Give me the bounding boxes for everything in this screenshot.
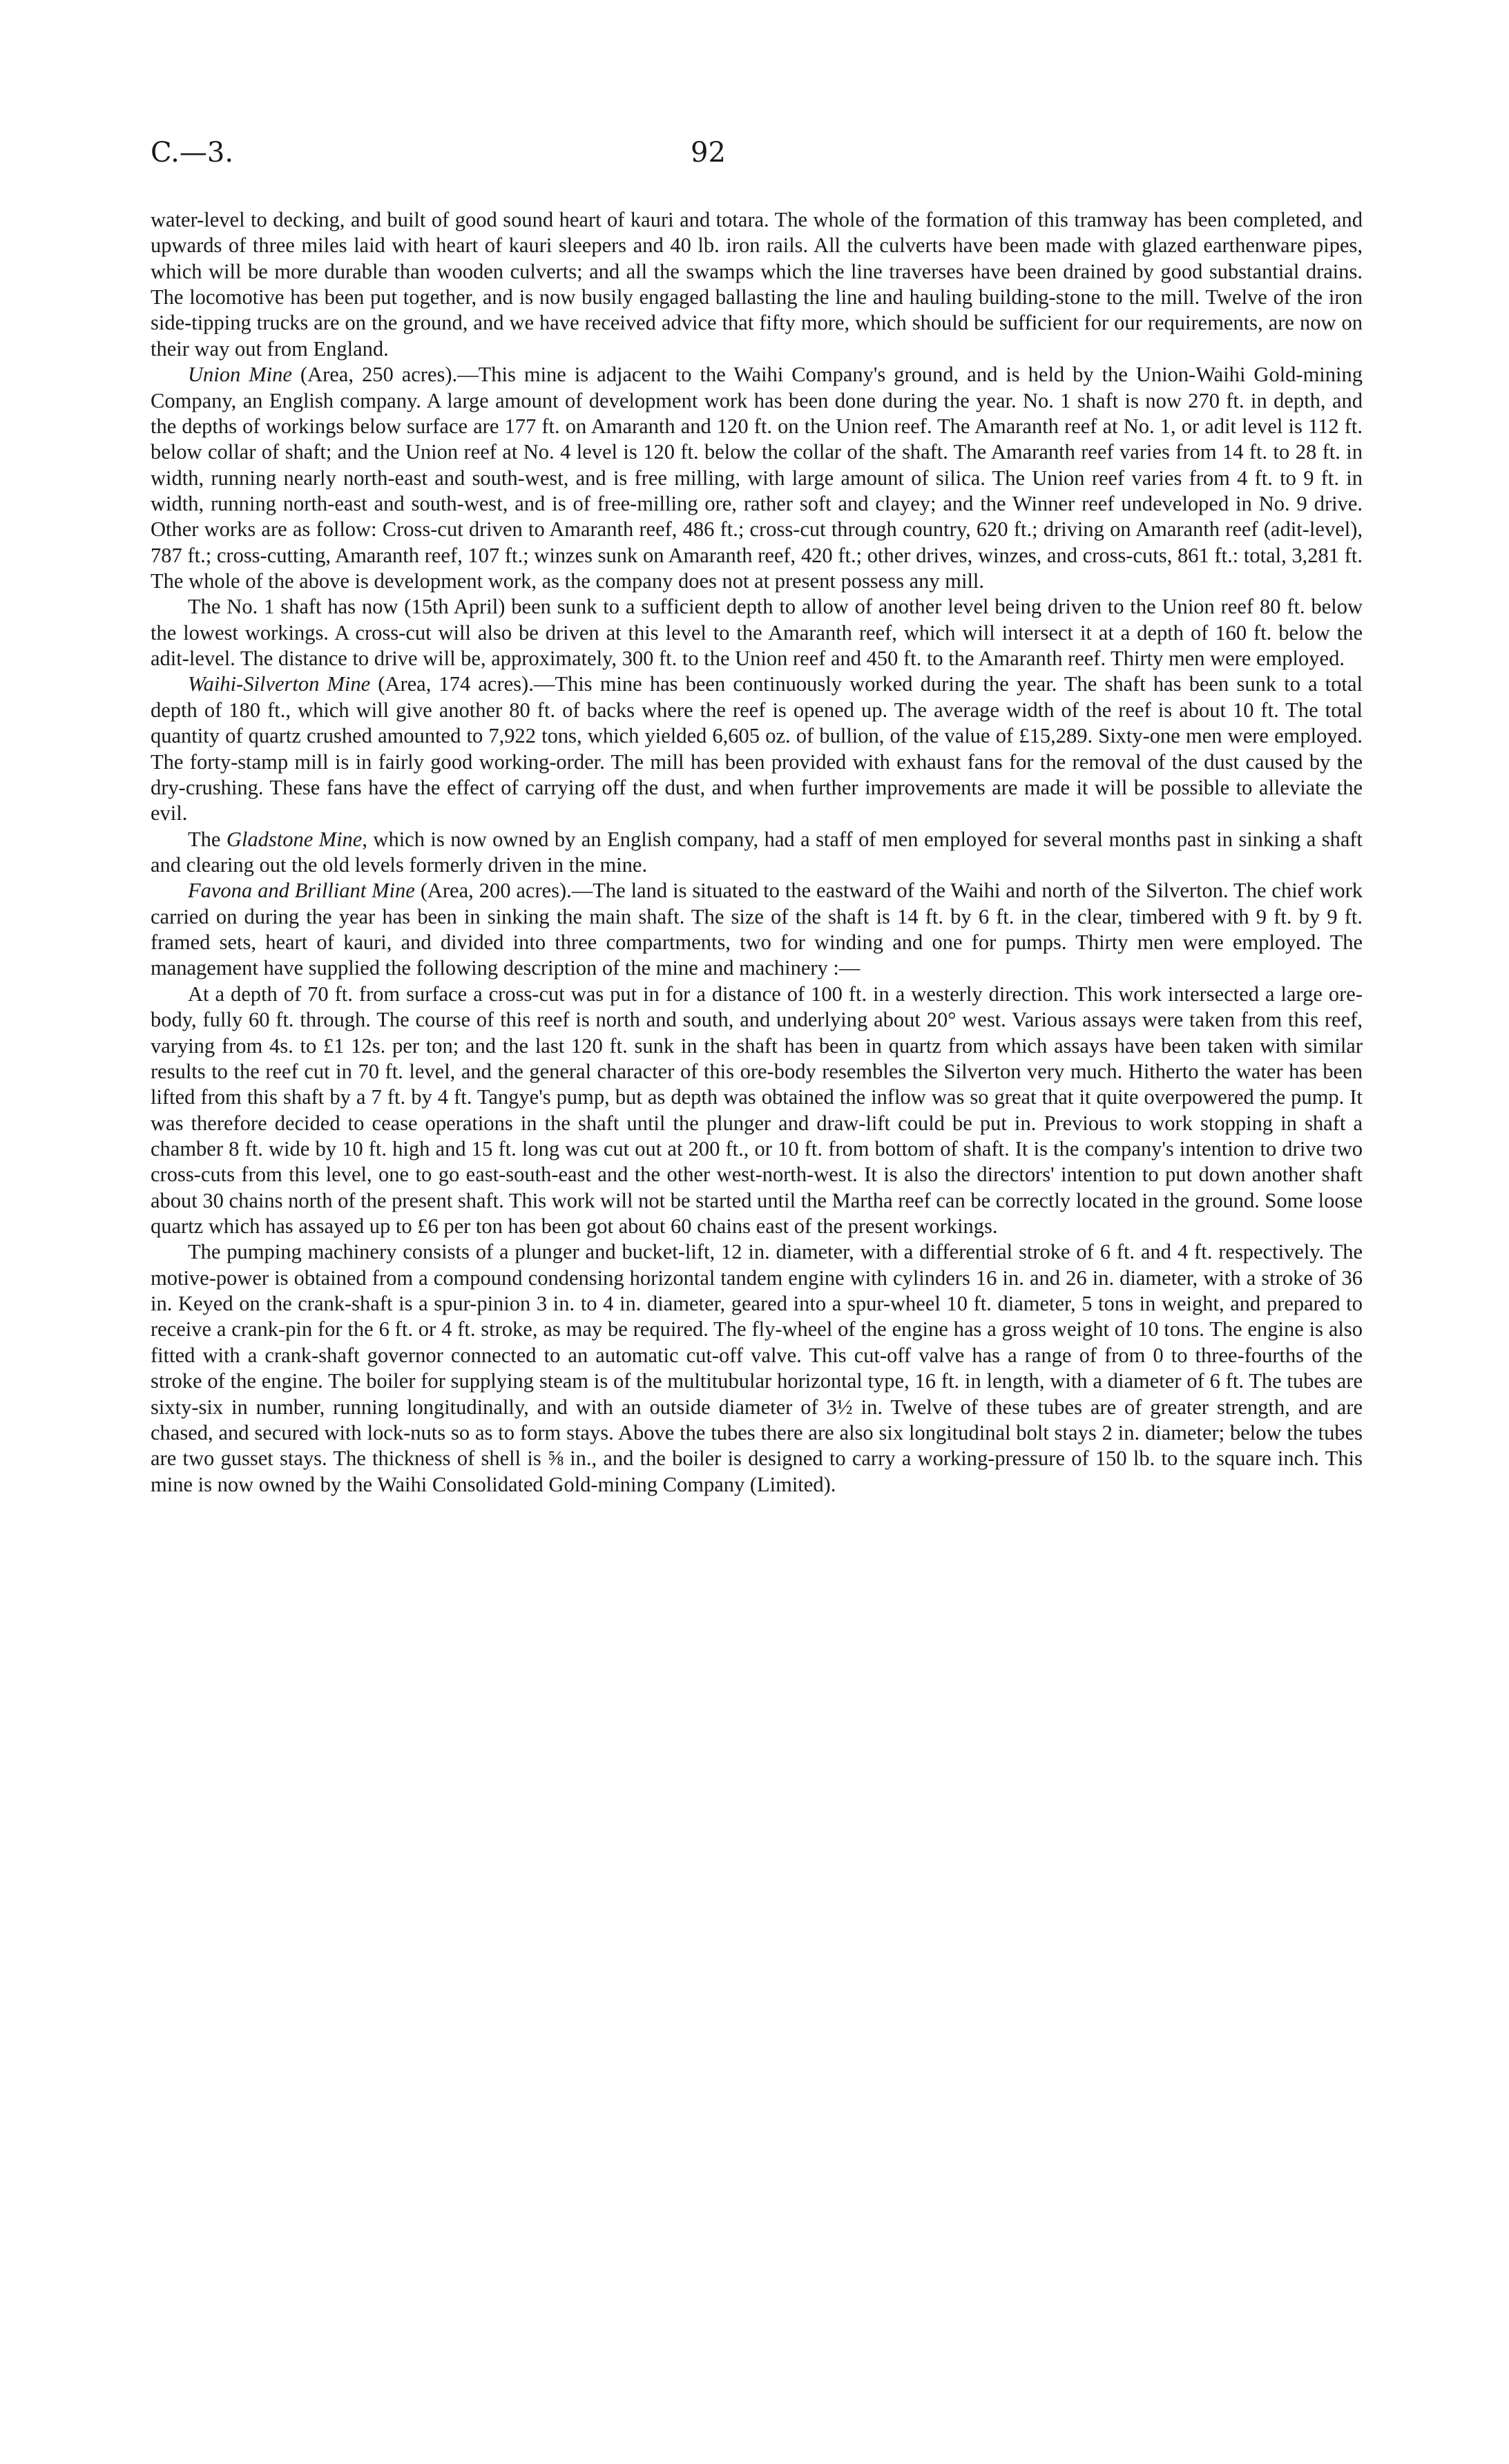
paragraph-text: The No. 1 shaft has now (15th April) been sunk to a sufficient depth to allow of another level being driven to the Union reef 80 ft. below the lowest workings. A cross-cut will also be driven at this level to the Amaranth reef, which will intersect it at a depth of 160 ft. below the adit-level. The distance to drive will be, approximately, 300 ft. to the Union reef and 450 ft. to the Amaranth reef. Thirty men were employed. <box>151 595 1363 671</box>
paragraph-pumping-machinery <box>151 1239 1363 1498</box>
paragraph-text: (Area, 174 acres).—This mine has been continuously worked during the year. The shaft has been sunk to a total depth of 180 ft., which will give another 80 ft. of backs where the reef is opened up. The average width of the reef is about 10 ft. The total quantity of quartz crushed amounted to 7,922 tons, which yielded 6,605 oz. of bullion, of the value of £15,289. Sixty-one men were employed. The forty-stamp mill is in fairly good working-order. The mill has been provided with exhaust fans for the removal of the dust caused by the dry-crushing. These fans have the effect of carrying off the dust, and when further improvements are made it will be possible to alleviate the evil. <box>151 672 1363 825</box>
paragraph-text: The pumping machinery consists of a plunger and bucket-lift, 12 in. diameter, with a differential stroke of 6 ft. and 4 ft. respectively. The motive-power is obtained from a compound condensing horizontal tandem engine with cylinders 16 in. and 26 in. diameter, with a stroke of 36 in. Keyed on the crank-shaft is a spur-pinion 3 in. to 4 in. diameter, geared into a spur-wheel 10 ft. diameter, 5 tons in weight, and prepared to receive a crank-pin for the 6 ft. or 4 ft. stroke, as may be required. The fly-wheel of the engine has a gross weight of 10 tons. The engine is also fitted with a crank-shaft governor connected to an automatic cut-off valve. This cut-off valve has a range of from 0 to three-fourths of the stroke of the engine. The boiler for supplying steam is of the multitubular horizontal type, 16 ft. in length, with a diameter of 6 ft. The tubes are sixty-six in number, running longitudinally, and with an outside diameter of 3½ in. Twelve of these tubes are of greater strength, and are chased, and secured with lock-nuts so as to form stays. Above the tubes there are also six longitudinal bolt stays 2 in. diameter; below the tubes are two gusset stays. The thickness of shell is ⅝ in., and the boiler is designed to carry a working-pressure of 150 lb. to the square inch. This mine is now owned by the Waihi Consolidated Gold-mining Company (Limited). <box>151 1240 1363 1496</box>
paragraph-union-mine <box>151 362 1363 594</box>
paragraph-text: (Area, 200 acres).—The land is situated to the eastward of the Waihi and north of the Silverton. The chief work carried on during the year has been in sinking the main shaft. The size of the shaft is 14 ft. by 6 ft. in the clear, timbered with 9 ft. by 9 ft. framed sets, heart of kauri, and divided into three compartments, two for winding and one for pumps. Thirty men were employed. The management have supplied the following description of the mine and machinery :— <box>151 879 1363 980</box>
paragraph-text: (Area, 250 acres).—This mine is adjacent to the Waihi Company's ground, and is held by the Union-Waihi Gold-mining Company, an English company. A large amount of development work has been done during the year. No. 1 shaft is now 270 ft. in depth, and the depths of workings below surface are 177 ft. on Amaranth and 120 ft. on the Union reef. The Amaranth reef at No. 1, or adit level is 112 ft. below collar of shaft; and the Union reef at No. 4 level is 120 ft. below the collar of the shaft. The Amaranth reef varies from 14 ft. to 28 ft. in width, running nearly north-east and south-west, and is free milling, with large amount of silica. The Union reef varies from 4 ft. to 9 ft. in width, running north-east and south-west, and is of free-milling ore, rather soft and clayey; and the Winner reef undeveloped in No. 9 drive. Other works are as follow: Cross-cut driven to Amaranth reef, 486 ft.; cross-cut through country, 620 ft.; driving on Amaranth reef (adit-level), 787 ft.; cross-cutting, Amaranth reef, 107 ft.; winzes sunk on Amaranth reef, 420 ft.; other drives, winzes, and cross-cuts, 861 ft.: total, 3,281 ft. The whole of the above is development work, as the company does not at present possess any mill. <box>151 363 1363 593</box>
page-number: 92 <box>691 137 726 169</box>
paragraph-text: At a depth of 70 ft. from surface a cross-cut was put in for a distance of 100 ft. in a westerly direction. This work intersected a large ore-body, fully 60 ft. through. The course of this reef is north and south, and underlying about 20° west. Various assays were taken from this reef, varying from 4s. to £1 12s. per ton; and the last 120 ft. sunk in the shaft has been in quartz from which assays have been taken with similar results to the reef cut in 70 ft. level, and the general character of this ore-body resembles the Silverton very much. Hitherto the water has been lifted from this shaft by a 7 ft. by 4 ft. Tangye's pump, but as depth was obtained the inflow was so great that it quite overpowered the pump. It was therefore decided to cease operations in the shaft until the plunger and draw-lift could be put in. Previous to work stopping in shaft a chamber 8 ft. wide by 10 ft. high and 15 ft. long was cut out at 200 ft., or 10 ft. from bottom of shaft. It is the company's intention to drive two cross-cuts from this level, one to go east-south-east and the other west-north-west. It is also the directors' intention to put down another shaft about 30 chains north of the present shaft. This work will not be started until the Martha reef can be correctly located in the ground. Some loose quartz which has assayed up to £6 per ton has been got about 60 chains east of the present workings. <box>151 982 1363 1239</box>
paragraph-text: water-level to decking, and built of good sound heart of kauri and totara. The whole of the formation of this tramway has been completed, and upwards of three miles laid with heart of kauri sleepers and 40 lb. iron rails. All the culverts have been made with glazed earthenware pipes, which will be more durable than wooden culverts; and all the swamps which the line traverses have been drained by good substantial drains. The locomotive has been put together, and is now busily engaged ballasting the line and hauling building-stone to the mill. Twelve of the iron side-tipping trucks are on the ground, and we have received advice that fifty more, which should be sufficient for our requirements, are now on their way out from England. <box>151 208 1363 361</box>
paragraph-waihi-silverton <box>151 671 1363 826</box>
document-reference: C.—3. <box>151 137 234 169</box>
section-title: Favona and Brilliant Mine <box>188 879 415 903</box>
paragraph-lead: The <box>188 827 227 851</box>
paragraph-no1-shaft <box>151 594 1363 671</box>
paragraph-text: , which is now owned by an English company, had a staff of men employed for several months past in sinking a shaft and clearing out the old levels formerly driven in the mine. <box>151 827 1363 877</box>
body-text <box>151 207 1363 1498</box>
paragraph-favona-brilliant <box>151 878 1363 981</box>
paragraph-tramway <box>151 207 1363 362</box>
paragraph-gladstone <box>151 827 1363 879</box>
section-title: Waihi-Silverton Mine <box>188 672 371 696</box>
paragraph-cross-cut <box>151 982 1363 1240</box>
section-title: Union Mine <box>188 363 292 387</box>
section-title: Gladstone Mine <box>226 827 363 851</box>
page-header <box>0 137 1509 178</box>
